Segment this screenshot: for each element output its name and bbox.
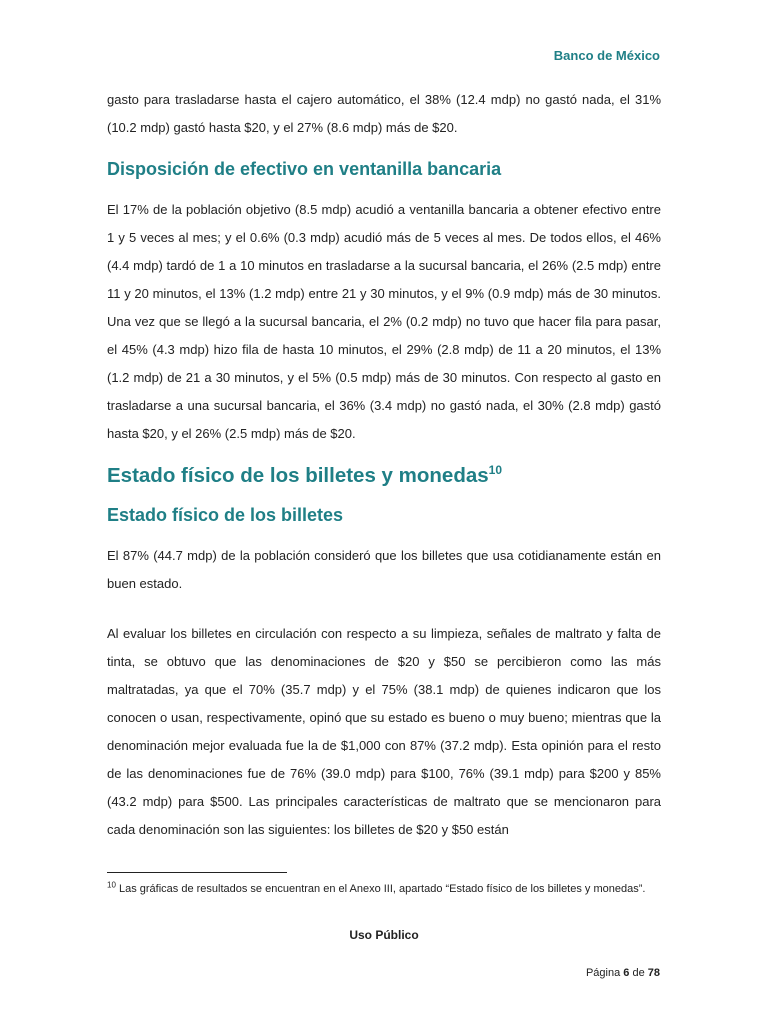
heading-billetes: Estado físico de los billetes <box>107 505 344 525</box>
paragraph-buen-estado: El 87% (44.7 mdp) de la población consideró que los billetes que usa cotidianamente están en buen estado. <box>107 548 661 591</box>
classification-label: Uso Público <box>349 928 419 942</box>
footnote-ref-10: 10 <box>488 463 503 478</box>
footnote-number: 10 <box>107 880 116 890</box>
footnote-text: Las gráficas de resultados se encuentran en el Anexo III, apartado “Estado físico de los billetes y monedas”. <box>115 883 646 895</box>
paragraph-ventanilla: El 17% de la población objetivo (8.5 mdp) acudió a ventanilla bancaria a obtener efectivo entre 1 y 5 veces al mes; y el 0.6% (0.3 mdp) acudió más de 5 veces al mes. De todos ellos, el 46% (4.4 mdp) tardó de 1 a 10 minutos en trasladarse a la sucursal bancaria, el 26% (2.5 mdp) entre 11 y 20 minutos, el 13% (1.2 mdp) entre 21 y 30 minutos, y el 9% (0.9 mdp) más de 30 minutos. Una vez que se llegó a la sucursal bancaria, el 2% (0.2 mdp) no tuvo que hacer fila para pasar, el 45% (4.3 mdp) hizo fila de hasta 10 minutos, el 29% (2.8 mdp) de 11 a 20 minutos, el 13% (1.2 mdp) de 21 a 30 minutos, y el 5% (0.5 mdp) más de 30 minutos. Con respecto al gasto en trasladarse a una sucursal bancaria, el 36% (3.4 mdp) no gastó nada, el 30% (2.8 mdp) gastó hasta $20, y el 26% (2.5 mdp) más de $20. <box>107 202 661 441</box>
page-prefix: Página <box>585 967 624 979</box>
page-number <box>586 967 660 979</box>
paragraph-evaluacion: Al evaluar los billetes en circulación con respecto a su limpieza, señales de maltrato y falta de tinta, se obtuvo que las denominaciones de $20 y $50 se percibieron como las más maltratadas, ya que el 70% (35.7 mdp) y el 75% (38.1 mdp) de quienes indicaron que los conocen o usan, respectivamente, opinó que su estado es bueno o muy bueno; mientras que la denominación mejor evaluada fue la de $1,000 con 87% (37.2 mdp). Esta opinión para el resto de las denominaciones fue de 76% (39.0 mdp) para $100, 76% (39.1 mdp) para $200 y 85% (43.2 mdp) para $500. Las principales características de maltrato que se mencionaron para cada denominación son las siguientes: los billetes de $20 y $50 están <box>107 626 661 837</box>
body-content <box>107 86 661 844</box>
heading-estado-fisico-text: Estado físico de los billetes y monedas <box>107 464 489 487</box>
page-current: 6 <box>623 967 630 979</box>
page-of: de <box>629 967 648 979</box>
running-header: Banco de México <box>553 48 660 63</box>
footnote <box>107 878 661 900</box>
heading-estado-fisico <box>107 460 661 492</box>
paragraph-cajero-continuation: gasto para trasladarse hasta el cajero automático, el 38% (12.4 mdp) no gastó nada, el 31% (10.2 mdp) gastó hasta $20, y el 27% (8.6 mdp) más de $20. <box>107 92 661 135</box>
footnote-separator <box>107 872 287 873</box>
heading-ventanilla: Disposición de efectivo en ventanilla bancaria <box>107 159 502 179</box>
page-total: 78 <box>647 967 660 979</box>
